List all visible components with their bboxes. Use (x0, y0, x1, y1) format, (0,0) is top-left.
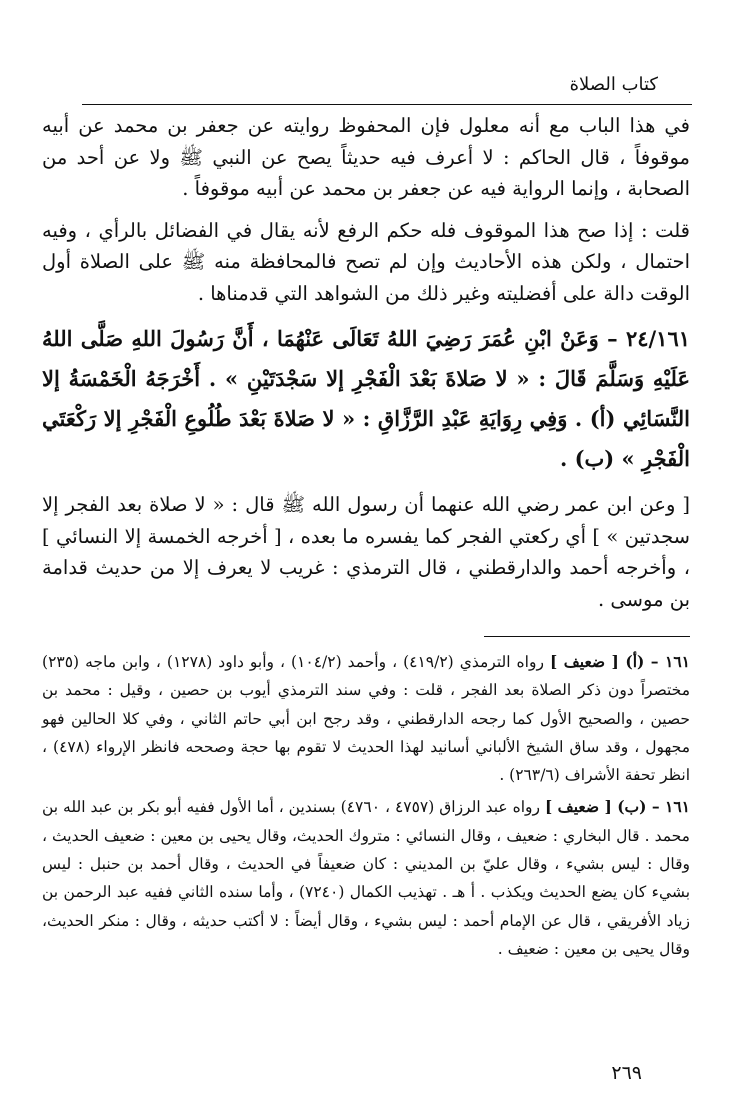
running-title: كتاب الصلاة (569, 74, 658, 95)
footnotes (42, 648, 690, 963)
footnote-rule (484, 636, 690, 637)
footnote-b-label: ١٦١ – (ب) [ ضعيف ] (544, 797, 691, 817)
footnote-a-text: رواه الترمذي (٤١٩/٢) ، وأحمد (١٠٤/٢) ، وأبو داود (١٢٧٨) ، وابن ماجه (٢٣٥) مختصراً دون ذكر الصلاة بعد الفجر ، قلت : وفي سند الترمذي أيوب بن حصين ، وقيل : محمد بن حصين ، والصحيح الأول كما رجحه الدارقطني ، وقد رجح ابن أبي حاتم الثاني ، وفي كلا الحالين فهو مجهول ، وقد ساق الشيخ الألباني أسانيد لهذا الحديث لا تقوم بها حجة وصححه فانظر الإرواء (٤٧٨) ، انظر تحفة الأشراف (٢٦٣/٦) . (42, 653, 690, 785)
main-text (42, 110, 690, 615)
hadith-number: ٢٤/١٦١ – (607, 326, 691, 351)
footnote-a (42, 648, 690, 789)
header-rule (82, 104, 692, 105)
paragraph-2: قلت : إذا صح هذا الموقوف فله حكم الرفع لأنه يقال في الفضائل بالرأي ، وفيه احتمال ، ولكن هذه الأحاديث وإن لم تصح فالمحافظة منه ﷺ على الصلاة أول الوقت دالة على أفضليته وغير ذلك من الشواهد التي قدمناها . (42, 218, 690, 305)
paragraph-3: [ وعن ابن عمر رضي الله عنهما أن رسول الله ﷺ قال : « لا صلاة بعد الفجر إلا سجدتين » ] أي ركعتي الفجر كما يفسره ما بعده ، [ أخرجه الخمسة إلا النسائي ] ، وأخرجه أحمد والدارقطني ، قال الترمذي : غريب لا يعرف إلا من حديث قدامة بن موسى . (42, 493, 690, 611)
hadith-text: وَعَنْ ابْنِ عُمَرَ رَضِيَ اللهُ تَعَالَى عَنْهُمَا ، أَنَّ رَسُولَ اللهِ صَلَّى اللهُ عَلَيْهِ وَسَلَّمَ قَالَ : « لا صَلاةَ بَعْدَ الْفَجْرِ إلا سَجْدَتَيْنِ » . أَخْرَجَهُ الْخَمْسَةُ إلا النَّسَائِي (أ) . وَفِي رِوَايَةِ عَبْدِ الرَّزَّاقِ : « لا صَلاةَ بَعْدَ طُلُوعِ الْفَجْرِ إلا رَكْعَتَي الْفَجْرِ » (ب) . (42, 326, 690, 471)
paragraph-1: في هذا الباب مع أنه معلول فإن المحفوظ روايته عن جعفر بن محمد عن أبيه موقوفاً ، قال الحاكم : لا أعرف فيه حديثاً يصح عن النبي ﷺ ولا عن أحد من الصحابة ، وإنما الرواية فيه عن جعفر بن محمد عن أبيه موقوفاً . (42, 114, 690, 200)
footnote-a-label: ١٦١ – (أ) [ ضعيف ] (549, 652, 690, 671)
hadith-block (42, 319, 690, 479)
footnote-b (42, 793, 690, 963)
footnote-b-text: رواه عبد الرزاق (٤٧٥٧ ، ٤٧٦٠) بسندين ، أما الأول ففيه أبو بكر بن عبد الله بن محمد . قال البخاري : ضعيف ، وقال النسائي : متروك الحديث، وقال يحيى بن معين : ضعيف الحديث ، وقال : ليس بشيء ، وقال عليّ بن المديني : كان ضعيفاً في الحديث ، وقال أحمد بن حنبل : ليس بشيء كان يضع الحديث ويكذب . أ هـ . تهذيب الكمال (٧٢٤٠) ، وأما سنده الثاني ففيه عبد الرحمن بن زياد الأفريقي ، قال عن الإمام أحمد : ليس بشيء ، وقال أيضاً : لا أكتب حديثه ، وقال : منكر الحديث، وقال يحيى بن معين : ضعيف . (42, 798, 691, 958)
page-number: ٢٦٩ (611, 1062, 642, 1084)
